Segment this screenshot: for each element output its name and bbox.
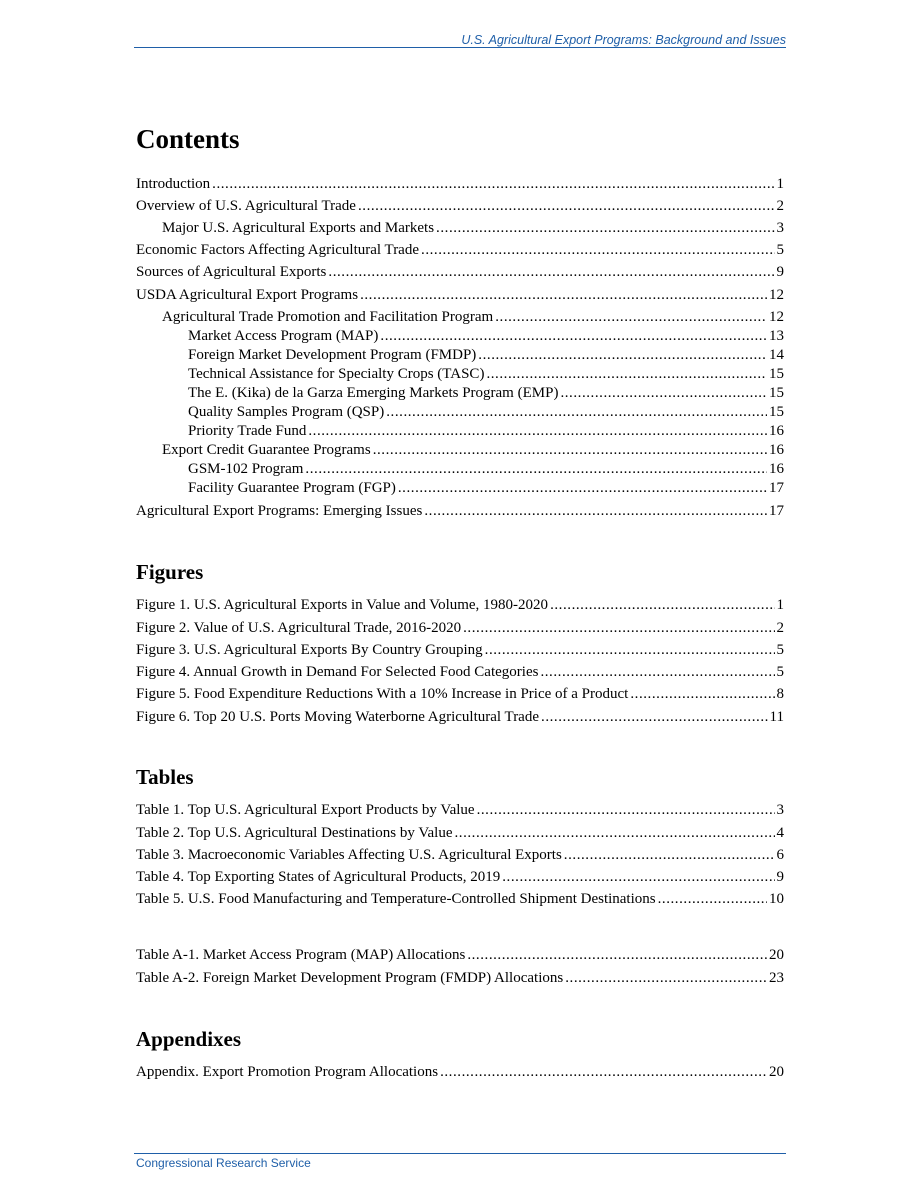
- toc-entry[interactable]: [136, 868, 784, 886]
- toc-entry-page: 8: [776, 686, 784, 702]
- header-rule: [134, 47, 786, 48]
- toc-entry-page: 20: [769, 1064, 784, 1080]
- toc-entry-label: Figure 5. Food Expenditure Reductions With a 10% Increase in Price of a Product: [136, 686, 629, 702]
- toc-entry[interactable]: [136, 175, 784, 193]
- toc-leader: [630, 685, 774, 703]
- toc-entry-label: Foreign Market Development Program (FMDP): [188, 347, 477, 363]
- toc-entry-page: 5: [776, 664, 784, 680]
- toc-entry-page: 15: [769, 366, 784, 382]
- appendixes-heading: Appendixes: [136, 1027, 242, 1051]
- toc-entry[interactable]: [136, 890, 784, 908]
- toc-entry[interactable]: [136, 663, 784, 681]
- toc-leader: [436, 219, 774, 237]
- toc-entry-page: 12: [769, 287, 784, 303]
- toc-leader: [485, 641, 775, 659]
- toc-entry-label: Agricultural Trade Promotion and Facilitation Program: [162, 309, 494, 325]
- toc-leader: [467, 946, 767, 964]
- toc-entry-label: Technical Assistance for Specialty Crops (TASC): [188, 366, 485, 382]
- toc-entry-page: 6: [776, 847, 784, 863]
- toc-entry-label: Market Access Program (MAP): [188, 328, 379, 344]
- toc-entry-label: Figure 3. U.S. Agricultural Exports By Country Grouping: [136, 642, 483, 658]
- toc-entry[interactable]: [136, 460, 784, 478]
- toc-entry-page: 3: [776, 220, 784, 236]
- toc-entry[interactable]: [136, 824, 784, 842]
- toc-entry[interactable]: [136, 327, 784, 345]
- toc-entry[interactable]: [136, 479, 784, 497]
- toc-entry[interactable]: [136, 946, 784, 964]
- toc-entry[interactable]: [136, 286, 784, 304]
- toc-entry[interactable]: [136, 619, 784, 637]
- toc-entry[interactable]: [136, 263, 784, 281]
- toc-leader: [328, 263, 774, 281]
- toc-entry[interactable]: [136, 641, 784, 659]
- toc-leader: [212, 175, 774, 193]
- toc-entry-page: 20: [769, 947, 784, 963]
- toc-leader: [477, 801, 775, 819]
- toc-entry-page: 12: [769, 309, 784, 325]
- footer-org: Congressional Research Service: [136, 1156, 311, 1170]
- toc-leader: [421, 241, 774, 259]
- toc-entry[interactable]: [136, 384, 784, 402]
- toc-entry-page: 16: [769, 461, 784, 477]
- toc-entry-page: 2: [776, 198, 784, 214]
- toc-entry-label: Figure 6. Top 20 U.S. Ports Moving Waterborne Agricultural Trade: [136, 709, 540, 725]
- toc-entry[interactable]: [136, 241, 784, 259]
- toc-entry-page: 11: [769, 709, 784, 725]
- toc-entry-label: GSM-102 Program: [188, 461, 304, 477]
- toc-leader: [380, 327, 767, 345]
- toc-entry[interactable]: [136, 346, 784, 364]
- toc-entry-label: Sources of Agricultural Exports: [136, 264, 327, 280]
- toc-entry-label: Table 4. Top Exporting States of Agricultural Products, 2019: [136, 869, 501, 885]
- toc-entry[interactable]: [136, 801, 784, 819]
- toc-leader: [440, 1063, 767, 1081]
- toc-entry[interactable]: [136, 708, 784, 726]
- toc-entry-label: Table 3. Macroeconomic Variables Affecting U.S. Agricultural Exports: [136, 847, 562, 863]
- toc-leader: [398, 479, 767, 497]
- toc-entry-page: 5: [776, 642, 784, 658]
- toc-entry-page: 13: [769, 328, 784, 344]
- toc-leader: [495, 308, 767, 326]
- toc-leader: [308, 422, 767, 440]
- toc-entry[interactable]: [136, 969, 784, 987]
- toc-entry[interactable]: [136, 197, 784, 215]
- toc-entry-label: Table A-2. Foreign Market Development Program (FMDP) Allocations: [136, 970, 564, 986]
- toc-entry-page: 14: [769, 347, 784, 363]
- toc-entry-page: 1: [776, 176, 784, 192]
- toc-entry-label: Quality Samples Program (QSP): [188, 404, 385, 420]
- toc-leader: [454, 824, 774, 842]
- toc-entry[interactable]: [136, 219, 784, 237]
- toc-entry-label: Overview of U.S. Agricultural Trade: [136, 198, 356, 214]
- toc-entry-label: Appendix. Export Promotion Program Allocations: [136, 1064, 439, 1080]
- tables-heading: Tables: [136, 765, 194, 789]
- toc-entry-label: The E. (Kika) de la Garza Emerging Markets Program (EMP): [188, 385, 559, 401]
- toc-leader: [502, 868, 774, 886]
- toc-entry-label: Facility Guarantee Program (FGP): [188, 480, 396, 496]
- toc-entry-label: Agricultural Export Programs: Emerging Issues: [136, 503, 423, 519]
- contents-heading: Contents: [136, 124, 240, 154]
- toc-entry[interactable]: [136, 502, 784, 520]
- toc-leader: [424, 502, 767, 520]
- toc-entry-label: Table A-1. Market Access Program (MAP) Allocations: [136, 947, 466, 963]
- toc-entry-label: Major U.S. Agricultural Exports and Markets: [162, 220, 435, 236]
- toc-entry-page: 16: [769, 423, 784, 439]
- toc-entry[interactable]: [136, 403, 784, 421]
- toc-entry-label: Table 5. U.S. Food Manufacturing and Temperature-Controlled Shipment Destinations: [136, 891, 656, 907]
- toc-entry-label: Priority Trade Fund: [188, 423, 307, 439]
- toc-entry-label: Figure 2. Value of U.S. Agricultural Trade, 2016-2020: [136, 620, 462, 636]
- toc-leader: [360, 286, 767, 304]
- toc-entry[interactable]: [136, 846, 784, 864]
- toc-leader: [560, 384, 767, 402]
- toc-entry[interactable]: [136, 441, 784, 459]
- toc-leader: [463, 619, 774, 637]
- toc-entry-label: Figure 1. U.S. Agricultural Exports in Value and Volume, 1980-2020: [136, 597, 549, 613]
- toc-entry-label: Figure 4. Annual Growth in Demand For Selected Food Categories: [136, 664, 539, 680]
- toc-entry[interactable]: [136, 422, 784, 440]
- toc-entry-label: Export Credit Guarantee Programs: [162, 442, 371, 458]
- toc-leader: [541, 708, 768, 726]
- toc-entry-page: 2: [776, 620, 784, 636]
- toc-leader: [565, 969, 767, 987]
- toc-entry-label: Table 2. Top U.S. Agricultural Destinations by Value: [136, 825, 453, 841]
- toc-entry[interactable]: [136, 596, 784, 614]
- toc-leader: [564, 846, 775, 864]
- toc-entry-label: USDA Agricultural Export Programs: [136, 287, 359, 303]
- toc-entry-page: 23: [769, 970, 784, 986]
- toc-entry[interactable]: [136, 365, 784, 383]
- figures-heading: Figures: [136, 560, 204, 584]
- toc-entry-page: 1: [776, 597, 784, 613]
- toc-leader: [478, 346, 767, 364]
- running-header: U.S. Agricultural Export Programs: Background and Issues: [461, 33, 786, 47]
- toc-leader: [358, 197, 775, 215]
- toc-leader: [373, 441, 767, 459]
- toc-entry-page: 15: [769, 404, 784, 420]
- toc-leader: [550, 596, 774, 614]
- toc-entry-page: 3: [776, 802, 784, 818]
- footer-rule: [134, 1153, 786, 1154]
- toc-entry-page: 15: [769, 385, 784, 401]
- toc-entry-label: Economic Factors Affecting Agricultural Trade: [136, 242, 420, 258]
- toc-leader: [540, 663, 774, 681]
- toc-entry-page: 9: [776, 869, 784, 885]
- toc-entry-page: 17: [769, 480, 784, 496]
- toc-entry[interactable]: [136, 1063, 784, 1081]
- toc-entry[interactable]: [136, 685, 784, 703]
- toc-entry-label: Table 1. Top U.S. Agricultural Export Products by Value: [136, 802, 475, 818]
- toc-leader: [386, 403, 767, 421]
- toc-entry-page: 5: [776, 242, 784, 258]
- toc-entry-page: 4: [776, 825, 784, 841]
- toc-leader: [658, 890, 767, 908]
- toc-entry[interactable]: [136, 308, 784, 326]
- toc-entry-page: 9: [776, 264, 784, 280]
- toc-leader: [305, 460, 767, 478]
- toc-entry-page: 17: [769, 503, 784, 519]
- toc-entry-page: 16: [769, 442, 784, 458]
- toc-entry-label: Introduction: [136, 176, 211, 192]
- toc-leader: [486, 365, 767, 383]
- toc-entry-page: 10: [769, 891, 784, 907]
